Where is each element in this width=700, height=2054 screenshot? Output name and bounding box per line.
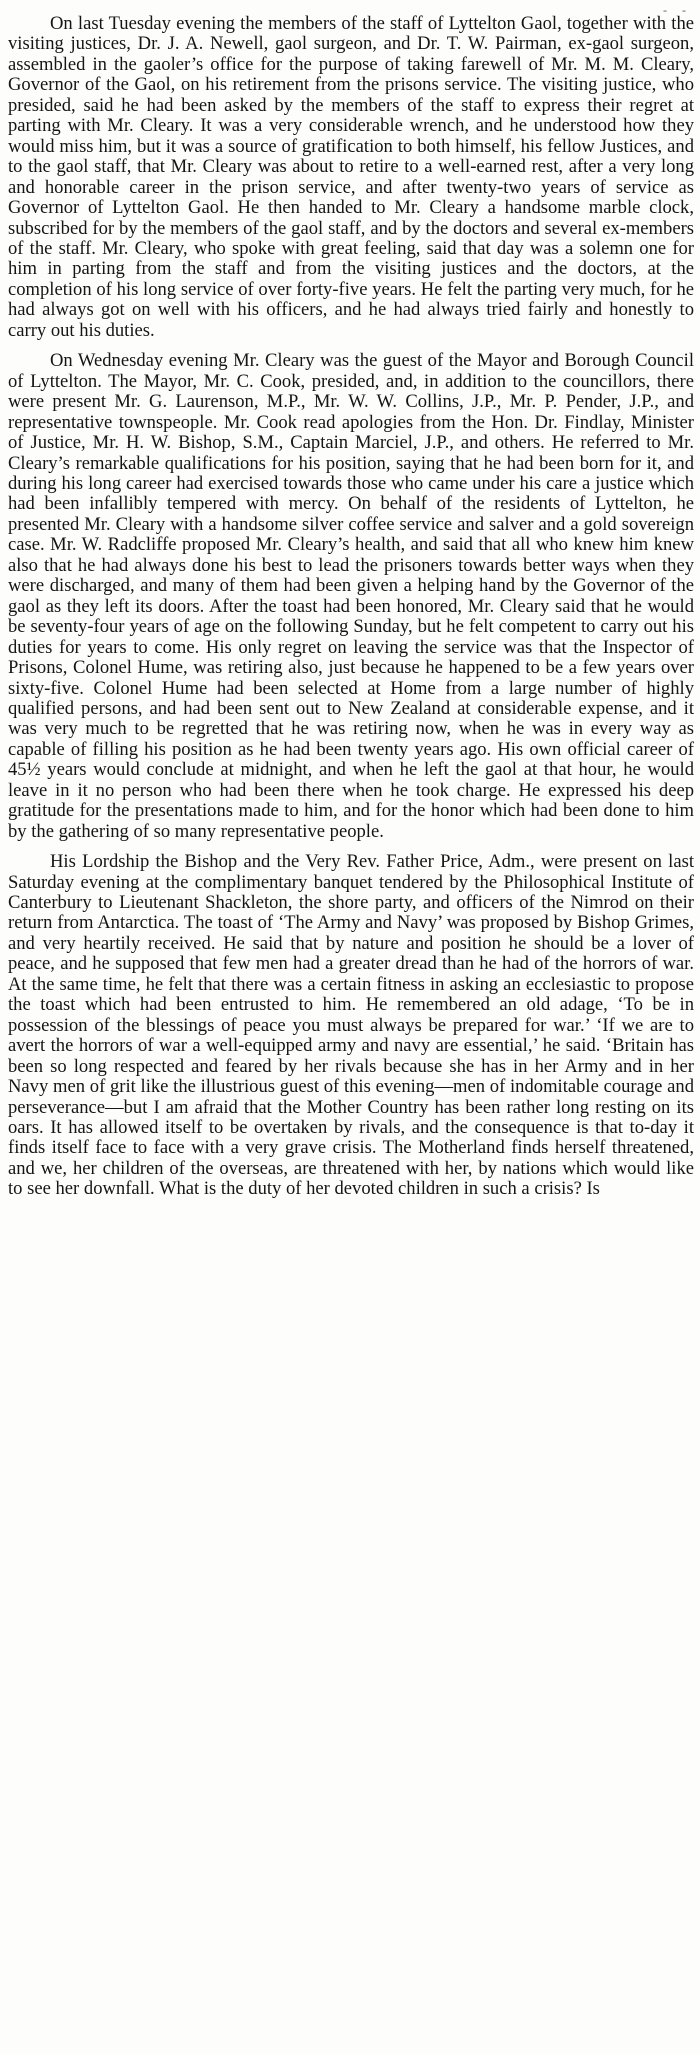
paragraph-gaol-farewell: On last Tuesday evening the members of the staff of Lyttelton Gaol, together with the visiting justices, Dr. J. A. Newell, gaol surgeon, and Dr. T. W. Pairman, ex-gaol surgeon, assembled in the gaoler’s office for the purpose of taking farewell of Mr. M. M. Cleary, Governor of the Gaol, on his retirement from the prisons service. The visiting justice, who presided, said he had been asked by the members of the staff to express their regret at parting with Mr. Cleary. It was a very considerable wrench, and he understood how they would miss him, but it was a source of gratification to both himself, his fellow Justices, and to the gaol staff, that Mr. Cleary was about to retire to a well-earned rest, after a very long and honorable career in the prison service, and after twenty-two years of service as Governor of Lyttelton Gaol. He then handed to Mr. Cleary a handsome marble clock, subscribed for by the members of the gaol staff, and by the doctors and several ex-members of the staff. Mr. Cleary, who spoke with great feeling, said that day was a solemn one for him in parting from the staff and from the visiting justices and the doctors, at the completion of his long service of over forty-five years. He felt the parting very much, for he had always got on well with his officers, and he had always tried fairly and honestly to carry out his duties. bbox=[8, 13, 694, 341]
print-mark: - - bbox=[663, 3, 692, 17]
paragraph-shackleton-banquet: His Lordship the Bishop and the Very Rev. Father Price, Adm., were present on last Saturday evening at the complimentary banquet tendered by the Philosophical Institute of Canterbury to Lieutenant Shackleton, the shore party, and officers of the Nimrod on their return from Antarctica. The toast of ‘The Army and Navy’ was proposed by Bishop Grimes, and very heartily received. He said that by nature and position he should be a lover of peace, and he supposed that few men had a greater dread than he had of the horrors of war. At the same time, he felt that there was a certain fitness in asking an ecclesiastic to propose the toast which had been entrusted to him. He remembered an old adage, ‘To be in possession of the blessings of peace you must always be prepared for war.’ ‘If we are to avert the horrors of war a well-equipped army and navy are essential,’ he said. ‘Britain has been so long respected and feared by her rivals because she has in her Army and in her Navy men of grit like the illustrious guest of this evening—men of indomitable courage and perseverance—but I am afraid that the Mother Country has been rather long resting on its oars. It has allowed itself to be overtaken by rivals, and the consequence is that to-day it finds itself face to face with a very grave crisis. The Motherland finds herself threatened, and we, her children of the overseas, are threatened with her, by nations which would like to see her downfall. What is the duty of her devoted children in such a crisis? Is bbox=[8, 851, 694, 1200]
paragraph-borough-council: On Wednesday evening Mr. Cleary was the guest of the Mayor and Borough Council of Lyttelton. The Mayor, Mr. C. Cook, presided, and, in addition to the councillors, there were present Mr. G. Laurenson, M.P., Mr. W. W. Collins, J.P., Mr. P. Pender, J.P., and representative townspeople. Mr. Cook read apologies from the Hon. Dr. Findlay, Minister of Justice, Mr. H. W. Bishop, S.M., Captain Marciel, J.P., and others. He referred to Mr. Cleary’s remarkable qualifications for his position, saying that he had been born for it, and during his long career had exercised towards those who came under his care a justice which had been infallibly tempered with mercy. On behalf of the residents of Lyttelton, he presented Mr. Cleary with a handsome silver coffee service and salver and a gold sovereign case. Mr. W. Radcliffe proposed Mr. Cleary’s health, and said that all who knew him knew also that he had always done his best to lead the prisoners towards better ways when they were discharged, and many of them had been given a helping hand by the Governor of the gaol as they left its doors. After the toast had been honored, Mr. Cleary said that he would be seventy-four years of age on the following Sunday, but he felt competent to carry out his duties for years to come. His only regret on leaving the service was that the Inspector of Prisons, Colonel Hume, was retiring also, just because he happened to be a few years over sixty-five. Colonel Hume had been selected at Home from a large number of highly qualified persons, and had been sent out to New Zealand at considerable expense, and it was very much to be regretted that he was retiring now, when he was in every way as capable of filling his position as he had been twenty years ago. His own official career of 45½ years would conclude at midnight, and when he left the gaol at that hour, he would leave in it no person who had been there when he took charge. He expressed his deep gratitude for the presentations made to him, and for the honor which had been done to him by the gathering of so many representative people. bbox=[8, 350, 694, 842]
